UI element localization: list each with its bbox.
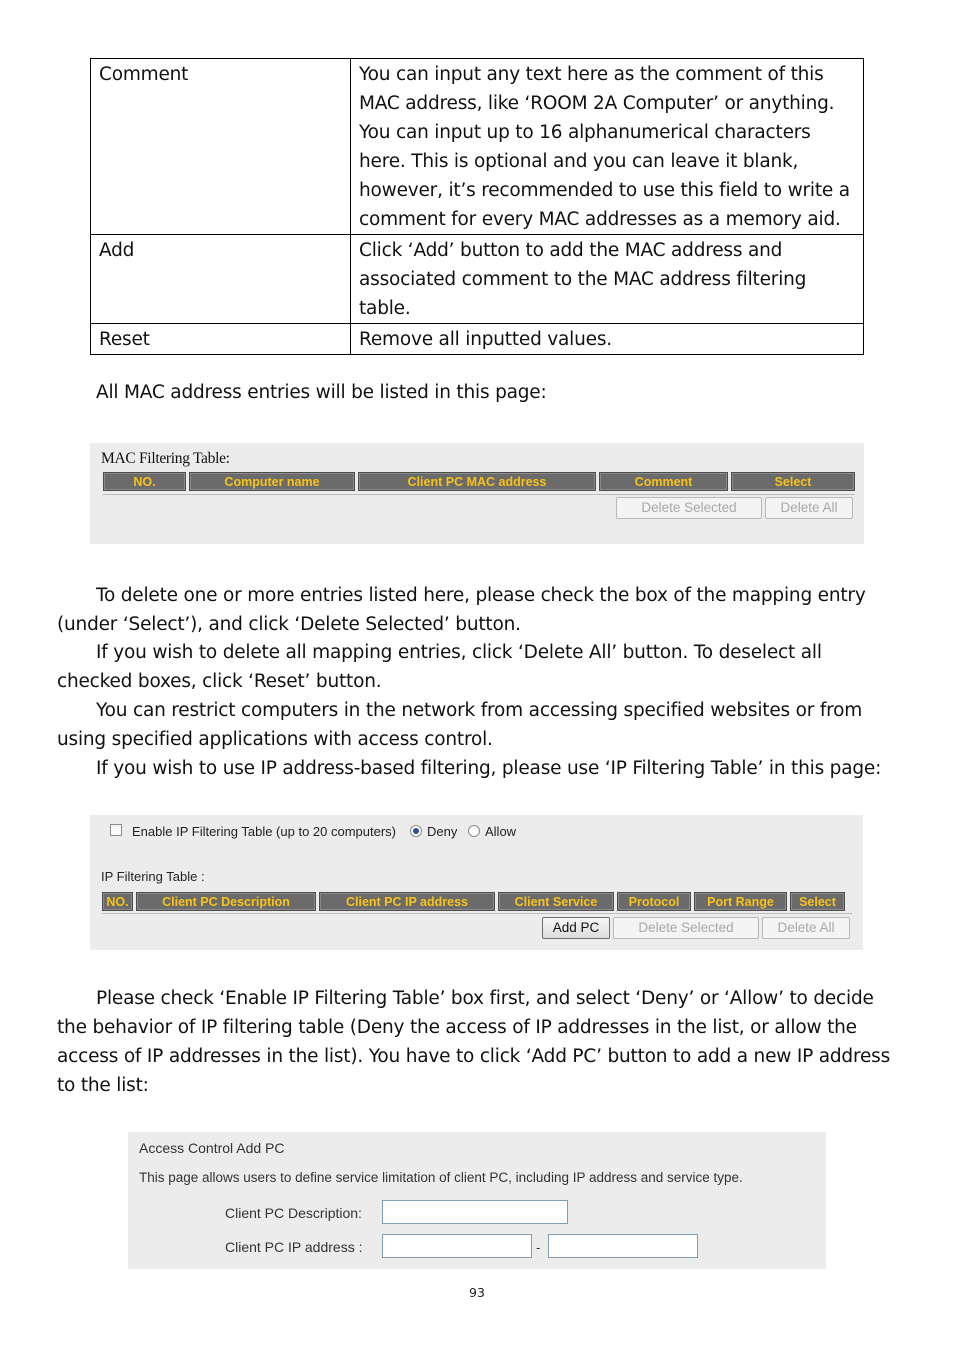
ip-col-description: Client PC Description [136, 892, 316, 911]
mac-col-computer-name: Computer name [189, 472, 355, 491]
mac-delete-selected-button[interactable]: Delete Selected [616, 497, 762, 519]
mac-table-header [103, 472, 855, 491]
ip-delete-all-button[interactable]: Delete All [762, 917, 850, 939]
add-pc-title: Access Control Add PC [139, 1140, 285, 1156]
definition-term: Add [91, 235, 351, 324]
definition-row [91, 324, 864, 355]
page-number: 93 [469, 1285, 485, 1300]
ip-col-select: Select [790, 892, 845, 911]
mac-table-title: MAC Filtering Table: [101, 450, 230, 467]
paragraph-enable: Please check ‘Enable IP Filtering Table’ box first, and select ‘Deny’ or ‘Allow’ to decide the behavior of IP filtering table (Deny the access of IP addresses in the list, or allow the access of IP addresses in the list). You have to click ‘Add PC’ button to add a new IP address to the list: [57, 988, 891, 1096]
enable-ip-filtering-checkbox[interactable] [110, 824, 122, 836]
ip-col-no: NO. [102, 892, 133, 911]
mac-col-select: Select [731, 472, 855, 491]
divider [102, 913, 852, 914]
paragraph-restrict: You can restrict computers in the network from accessing specified websites or from using specified applications with access control. [57, 700, 863, 750]
allow-radio[interactable] [468, 825, 480, 837]
deny-radio[interactable] [410, 825, 422, 837]
add-pc-panel [128, 1132, 826, 1269]
enable-ip-filtering-label: Enable IP Filtering Table (up to 20 computers) [132, 824, 396, 839]
add-pc-description: This page allows users to define service limitation of client PC, including IP address and service type. [139, 1170, 743, 1185]
divider [103, 494, 855, 495]
mac-col-comment: Comment [599, 472, 728, 491]
mac-filtering-panel [90, 443, 864, 544]
definition-description: Click ‘Add’ button to add the MAC address and associated comment to the MAC address filtering table. [351, 235, 864, 324]
ip-col-port-range: Port Range [694, 892, 787, 911]
ip-col-ip-address: Client PC IP address [319, 892, 495, 911]
definition-term: Reset [91, 324, 351, 355]
ip-table-header [102, 892, 845, 911]
mac-intro-text: All MAC address entries will be listed in this page: [96, 382, 547, 403]
ip-delete-selected-button[interactable]: Delete Selected [613, 917, 759, 939]
mac-col-mac-address: Client PC MAC address [358, 472, 596, 491]
ip-col-protocol: Protocol [617, 892, 691, 911]
client-pc-description-label: Client PC Description: [225, 1205, 362, 1221]
ip-filtering-panel [90, 815, 863, 950]
paragraph-delete-all: If you wish to delete all mapping entries, click ‘Delete All’ button. To deselect all checked boxes, click ‘Reset’ button. [57, 642, 822, 692]
client-pc-ip-label: Client PC IP address : [225, 1239, 363, 1255]
add-pc-button[interactable]: Add PC [542, 917, 610, 939]
client-pc-description-input[interactable] [382, 1200, 568, 1224]
definition-description: Remove all inputted values. [351, 324, 864, 355]
definition-description: You can input any text here as the comment of this MAC address, like ‘ROOM 2A Computer’ or anything. You can input up to 16 alphanumerical characters here. This is optional and you can leave it blank, however, it’s recommended to use this field to write a comment for every MAC addresses as a memory aid. [351, 59, 864, 235]
paragraph-ip-intro: If you wish to use IP address-based filtering, please use ‘IP Filtering Table’ in this page: [96, 758, 882, 779]
client-pc-ip-end-input[interactable] [548, 1234, 698, 1258]
allow-label: Allow [485, 824, 517, 839]
definition-row [91, 235, 864, 324]
client-pc-ip-start-input[interactable] [382, 1234, 532, 1258]
paragraph-delete: To delete one or more entries listed here, please check the box of the mapping entry (under ‘Select’), and click ‘Delete Selected’ button. [57, 585, 866, 635]
mac-col-no: NO. [103, 472, 186, 491]
ip-table-title: IP Filtering Table : [101, 869, 205, 884]
ip-col-client-service: Client Service [498, 892, 614, 911]
definitions-table [90, 58, 864, 355]
deny-label: Deny [427, 824, 458, 839]
definition-term: Comment [91, 59, 351, 235]
mac-delete-all-button[interactable]: Delete All [765, 497, 853, 519]
definition-row [91, 59, 864, 235]
ip-range-separator: - [536, 1240, 541, 1255]
